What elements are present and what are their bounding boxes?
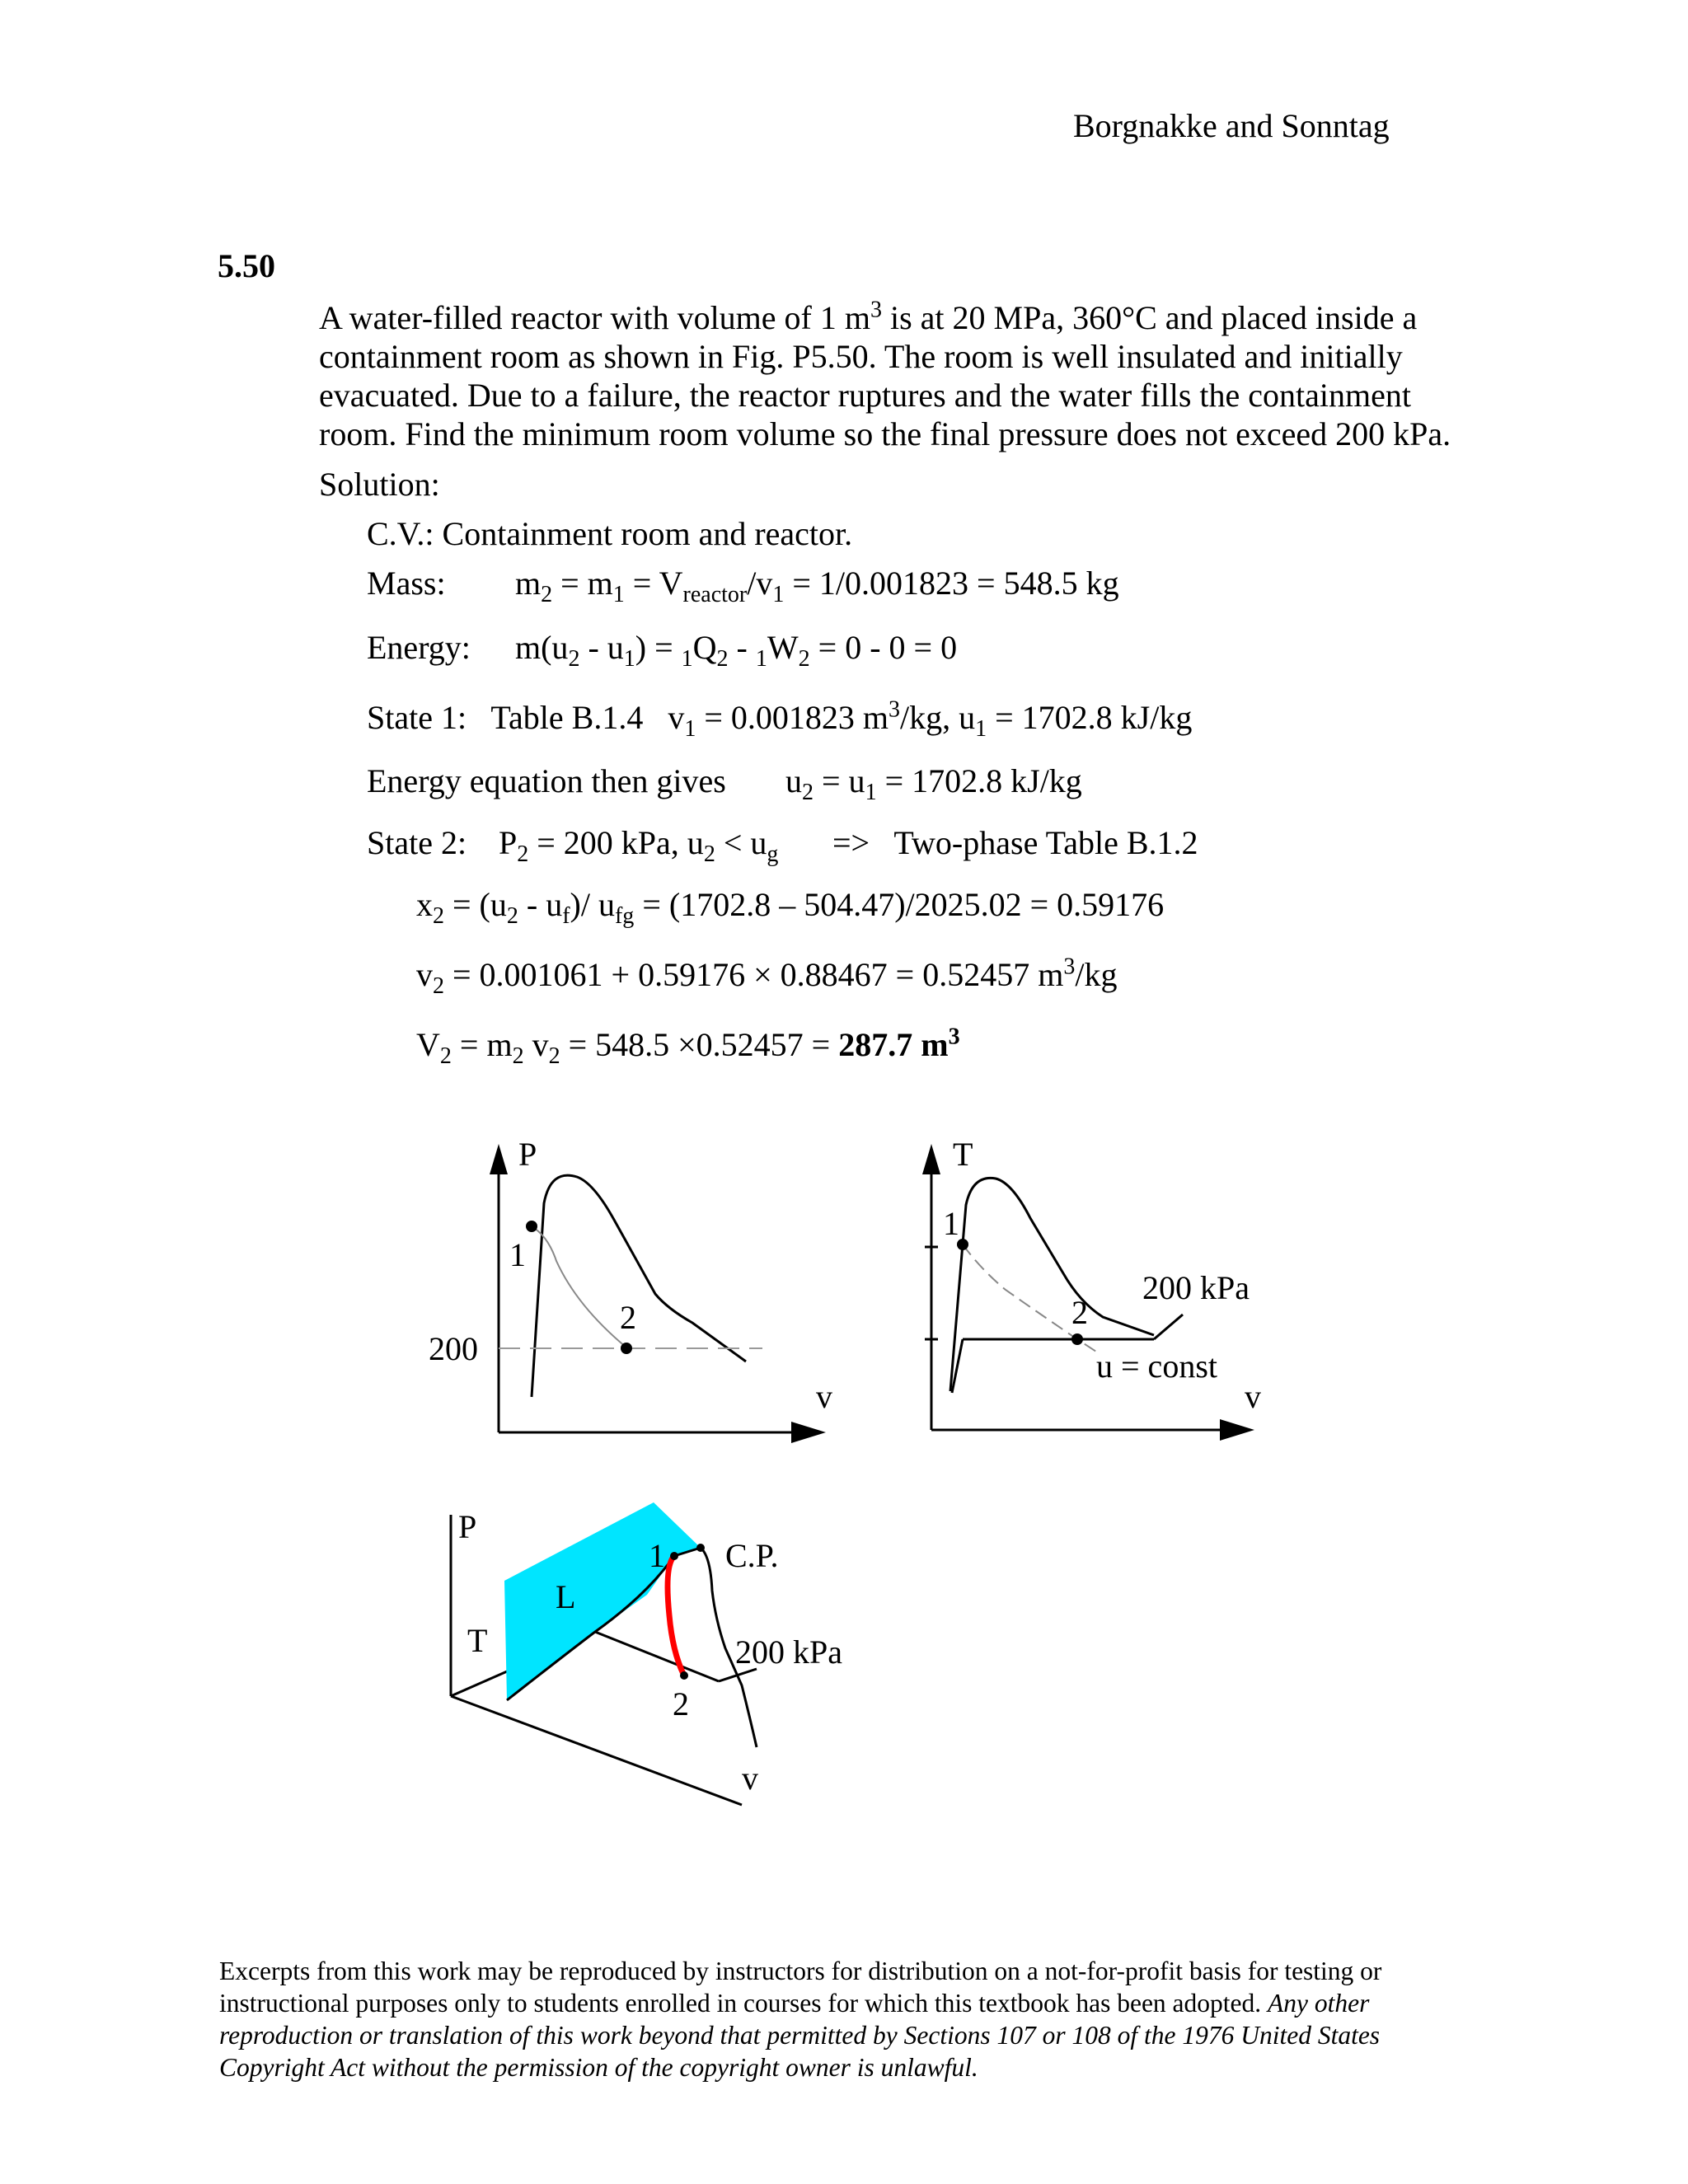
energy-label: Energy: xyxy=(367,629,471,666)
pv-y-label: P xyxy=(518,1136,537,1173)
pv-pressure-tick: 200 xyxy=(429,1330,478,1367)
state2-label: State 2: xyxy=(367,824,467,861)
quality-equation: $x_2 = (u_2 - u_f)/$ $u_{fg} = (1702.8 - 504.47)/2025.02 = 0.59176$ xyxy=(416,886,1165,929)
tv-state1-label: 1 xyxy=(943,1205,959,1242)
pvt-t-axis xyxy=(451,1669,513,1696)
solution-label: Solution: xyxy=(319,466,440,503)
pvt-state2-label: 2 xyxy=(673,1685,689,1722)
pv-process-curve xyxy=(532,1226,626,1347)
control-volume-line: C.V.: Containment room and reactor. xyxy=(367,515,853,552)
pvt-isobar-label: 200 kPa xyxy=(735,1633,842,1671)
pvt-diagram xyxy=(451,1502,757,1805)
energy-equation: $m(u_2 - u_1) = _1Q_2 - _1W_2 = 0 - 0 = 0$ xyxy=(515,629,958,672)
pvt-p-label: P xyxy=(458,1508,477,1545)
tv-state2-point xyxy=(1071,1333,1083,1345)
pv-x-label: v xyxy=(816,1378,832,1415)
pvt-process-path xyxy=(668,1556,684,1675)
energy-gives-label: Energy equation then gives xyxy=(367,762,726,799)
specific-volume-equation: $v_2 = 0.001061 + 0.59176 \times 0.88467 = 0.52457$ $m^3/kg$ xyxy=(416,954,1118,999)
pv-state1-point xyxy=(526,1221,537,1232)
tv-y-label: T xyxy=(953,1136,973,1173)
energy-gives-equation: $u_2 = u_1 = 1702.8$ kJ/kg xyxy=(785,762,1082,805)
pv-state2-label: 2 xyxy=(620,1299,636,1336)
problem-number: 5.50 xyxy=(218,247,275,284)
pvt-v-axis xyxy=(451,1696,742,1805)
pvt-isobar-200 xyxy=(595,1632,719,1681)
pvt-critical-point xyxy=(696,1544,705,1552)
pvt-v-label: v xyxy=(742,1760,758,1797)
pv-saturation-dome xyxy=(532,1175,746,1397)
mass-equation: $m_2 = m_1 = V_{reactor}/v_1 = 1/0.001823 = 548.5$ kg xyxy=(515,565,1119,607)
problem-statement: A water-filled reactor with volume of 1 $m^3$ is at 20 MPa, 360°C and placed inside a containment room as shown in Fig. P5.50. The room is well insulated and initially evacuated. Due to a failure, the reactor ruptures and the water fills the containment room. Find the minimum room volume so the final pressure does not exceed 200 kPa. xyxy=(319,297,1451,452)
state1-line: State 1: Table B.1.4 $v_1 = 0.001823$ $m^3/kg$, $u_1 = 1702.8$ kJ/kg xyxy=(367,696,1193,742)
pvt-t-label: T xyxy=(467,1622,488,1659)
state2-arrow: => Two-phase Table B.1.2 xyxy=(832,824,1198,861)
pv-x-arrow xyxy=(791,1422,826,1443)
tv-state2-label: 2 xyxy=(1071,1294,1088,1331)
pvt-state1-point xyxy=(670,1552,678,1560)
tv-process-label: u = const xyxy=(1096,1347,1217,1385)
tv-x-label: v xyxy=(1245,1378,1261,1415)
header-authors: Borgnakke and Sonntag xyxy=(1073,107,1390,144)
tv-x-arrow xyxy=(1220,1419,1254,1441)
pv-y-arrow xyxy=(490,1144,508,1174)
pvt-liquid-label: L xyxy=(556,1578,576,1615)
pv-state1-label: 1 xyxy=(509,1236,526,1273)
pvt-liquid-surface xyxy=(504,1502,701,1700)
final-answer: 287.7 $m^3$ xyxy=(838,1024,960,1063)
pv-diagram xyxy=(490,1144,826,1443)
room-volume-equation: $V_2 = m_2$ $v_2 = 548.5 \times 0.52457 = 287.7$ $m^3$ xyxy=(416,1024,960,1069)
tv-isobar-label: 200 kPa xyxy=(1142,1269,1250,1306)
pv-state2-point xyxy=(621,1343,632,1354)
pvt-critical-point-label: C.P. xyxy=(725,1537,779,1574)
state2-equation: $P_2 = 200$ kPa, $u_2 < u_g$ xyxy=(499,824,779,867)
pvt-state2-point xyxy=(680,1671,688,1680)
mass-label: Mass: xyxy=(367,565,446,602)
pvt-state1-label: 1 xyxy=(649,1537,665,1574)
copyright-footer: Excerpts from this work may be reproduced by instructors for distribution on a not-for-profit basis for testing or instructional purposes only to students enrolled in courses for which this textbook has been adopted. Any other reproduction or translation of this work beyond that permitted by Sections 107 or 108 of the 1976 United States Copyright Act without the permission of the copyright owner is unlawful. xyxy=(219,1957,1382,2082)
tv-y-arrow xyxy=(922,1144,940,1174)
